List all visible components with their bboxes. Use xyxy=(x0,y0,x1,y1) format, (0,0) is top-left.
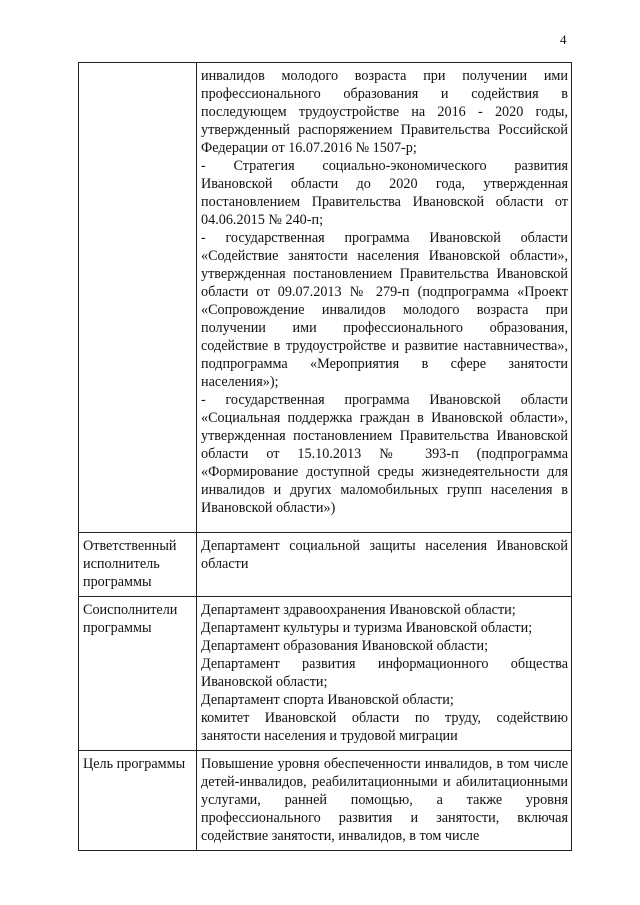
row-content xyxy=(197,63,572,533)
table-row xyxy=(79,63,572,533)
page-number: 4 xyxy=(560,32,567,47)
content-paragraph: Повышение уровня обеспеченности инвалидов, в том числе детей-инвалидов, реабилитационными и абилитационными услугами, ранней помощью, а также уровня профессионального развития и занятости, включая содействие занятости, инвалидов, в том числе xyxy=(201,756,568,844)
table-row xyxy=(79,533,572,597)
row-label xyxy=(79,63,197,533)
content-paragraph: инвалидов молодого возраста при получении ими профессионального образования и содействия в последующем трудоустройстве на 2016 - 2020 годы, утвержденный распоряжением Правительства Российской Федерации от 16.07.2016 № 1507-р; xyxy=(201,68,568,156)
content-paragraph: - Стратегия социально-экономического развития Ивановской области до 2020 года, утвержденная постановлением Правительства Ивановской области от 04.06.2015 № 240-п; xyxy=(201,158,568,228)
content-paragraph: Департамент образования Ивановской области; xyxy=(201,638,489,654)
table-row xyxy=(79,597,572,751)
row-label: Соисполнители программы xyxy=(79,597,197,751)
program-passport-table xyxy=(78,62,572,851)
table-row xyxy=(79,751,572,851)
row-content xyxy=(197,751,572,851)
row-label: Цель программы xyxy=(79,751,197,851)
row-content xyxy=(197,597,572,751)
content-paragraph: Департамент социальной защиты населения Ивановской области xyxy=(201,538,568,572)
content-paragraph: - государственная программа Ивановской области «Социальная поддержка граждан в Ивановской области», утвержденная постановлением Правительства Ивановской области от 15.10.2013 № 393-п (подпрограмма «Формирование доступной среды жизнедеятельности для инвалидов и других маломобильных групп населения в Ивановской области») xyxy=(201,392,568,516)
row-content xyxy=(197,533,572,597)
content-paragraph: Департамент здравоохранения Ивановской области; xyxy=(201,602,516,618)
content-paragraph: - государственная программа Ивановской области «Содействие занятости населения Ивановской области», утвержденная постановлением Правительства Ивановской области от 09.07.2013 № 279-п (подпрограмма «Проект «Сопровождение инвалидов молодого возраста при получении ими профессионального образования, содействие в трудоустройстве и развитие наставничества», подпрограмма «Мероприятия в сфере занятости населения»); xyxy=(201,230,568,390)
row-label: Ответственный исполнитель программы xyxy=(79,533,197,597)
content-paragraph: Департамент культуры и туризма Ивановской области; xyxy=(201,620,533,636)
content-paragraph: Департамент развития информационного общества Ивановской области; xyxy=(201,656,568,690)
content-paragraph: Департамент спорта Ивановской области; xyxy=(201,692,454,708)
content-paragraph: комитет Ивановской области по труду, содействию занятости населения и трудовой миграции xyxy=(201,710,568,744)
